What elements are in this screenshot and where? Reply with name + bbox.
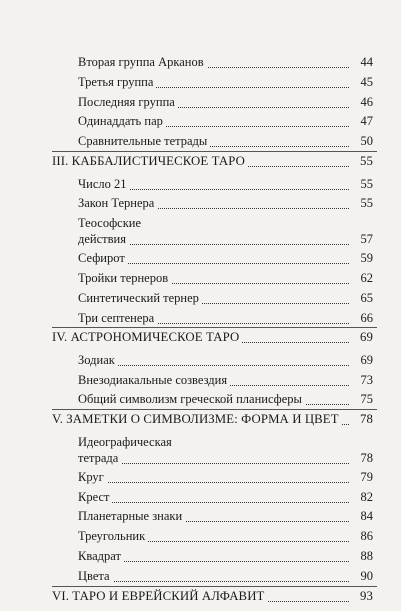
toc-page-number: 62 [351,271,373,286]
toc-entry-title: Теософские [78,216,144,231]
toc-entry-title-continued: действия [78,232,129,247]
toc-page-number: 44 [351,55,373,70]
toc-entry [0,311,401,333]
toc-page-number: 78 [351,451,373,466]
toc-entry [0,549,401,571]
toc-entry [0,114,401,136]
toc-entry [0,55,401,77]
toc-entry-title: Вторая группа Арканов [78,55,207,70]
toc-entry-title: Идеографическая [78,435,175,450]
toc-entry [0,470,401,492]
toc-entry-title: Синтетический тернер [78,291,202,306]
toc-page-number: 79 [351,470,373,485]
toc-entry [0,490,401,512]
toc-entry [0,569,401,591]
toc-entry-title: Квадрат [78,549,124,564]
toc-page-number: 66 [351,311,373,326]
section-divider [52,327,377,328]
toc-page-number: 57 [351,232,373,247]
dot-leader [78,480,349,483]
toc-page-number: 55 [351,177,373,192]
toc-entry [0,435,401,469]
toc-entry [0,373,401,395]
toc-entry-title: Сефирот [78,251,128,266]
toc-entry-title: Третья группа [78,75,156,90]
toc-page-number: 93 [351,589,373,604]
toc-entry [0,177,401,199]
toc-entry [0,196,401,218]
toc-page-number: 69 [351,353,373,368]
toc-page-number: 86 [351,529,373,544]
toc-entry-title-continued: тетрада [78,451,121,466]
dot-leader [78,579,349,582]
toc-entry [0,509,401,531]
section-divider [52,409,377,410]
toc-entry [0,291,401,313]
toc-page-number: 59 [351,251,373,266]
section-divider [52,151,377,152]
toc-entry-title: Число 21 [78,177,129,192]
toc-page-number: 75 [351,392,373,407]
toc-entry [0,75,401,97]
toc-page-number: 45 [351,75,373,90]
toc-entry-title: Закон Тернера [78,196,157,211]
toc-entry [0,216,401,250]
toc-section [0,589,401,611]
toc-section [0,330,401,352]
toc-section-title: V. ЗАМЕТКИ О СИМВОЛИЗМЕ: ФОРМА И ЦВЕТ [52,412,342,427]
toc-entry [0,271,401,293]
toc-page-number: 65 [351,291,373,306]
toc-entry-title: Одинаддать пар [78,114,166,129]
toc-page-number: 88 [351,549,373,564]
toc-page-number: 50 [351,134,373,149]
toc-section-title: VI. ТАРО И ЕВРЕЙСКИЙ АЛФАВИТ [52,589,267,604]
toc-page-number: 84 [351,509,373,524]
toc-entry [0,95,401,117]
toc-entry [0,251,401,273]
section-divider [52,586,377,587]
toc-entry-title: Три септенера [78,311,157,326]
toc-page-number: 46 [351,95,373,110]
toc-entry-title: Тройки тернеров [78,271,171,286]
toc-section [0,412,401,434]
toc-page-number: 47 [351,114,373,129]
toc-page-number: 90 [351,569,373,584]
toc-entry-title: Зодиак [78,353,118,368]
toc-entry [0,392,401,414]
toc-page-number: 82 [351,490,373,505]
toc-section-title: IV. АСТРОНОМИЧЕСКОЕ ТАРО [52,330,242,345]
toc-section-title: III. КАББАЛИСТИЧЕСКОЕ ТАРО [52,154,248,169]
toc-entry [0,529,401,551]
toc-entry-title: Сравнительные тетрады [78,134,210,149]
toc-entry-title: Круг [78,470,107,485]
toc-entry [0,134,401,156]
toc-page-number: 69 [351,330,373,345]
toc-entry [0,353,401,375]
toc-entry-title: Крест [78,490,112,505]
toc-entry-title: Планетарные знаки [78,509,185,524]
toc-entry-title: Цвета [78,569,113,584]
toc-page-number: 78 [351,412,373,427]
toc-page-number: 55 [351,154,373,169]
dot-leader [78,363,349,366]
toc-section [0,154,401,176]
dot-leader [78,500,349,503]
toc-entry-title: Последняя группа [78,95,178,110]
toc-entry-title: Общий символизм греческой планисферы [78,392,305,407]
toc-entry-title: Треугольник [78,529,148,544]
toc-page-number: 73 [351,373,373,388]
toc-page-number: 55 [351,196,373,211]
toc-entry-title: Внезодиакальные созвездия [78,373,230,388]
